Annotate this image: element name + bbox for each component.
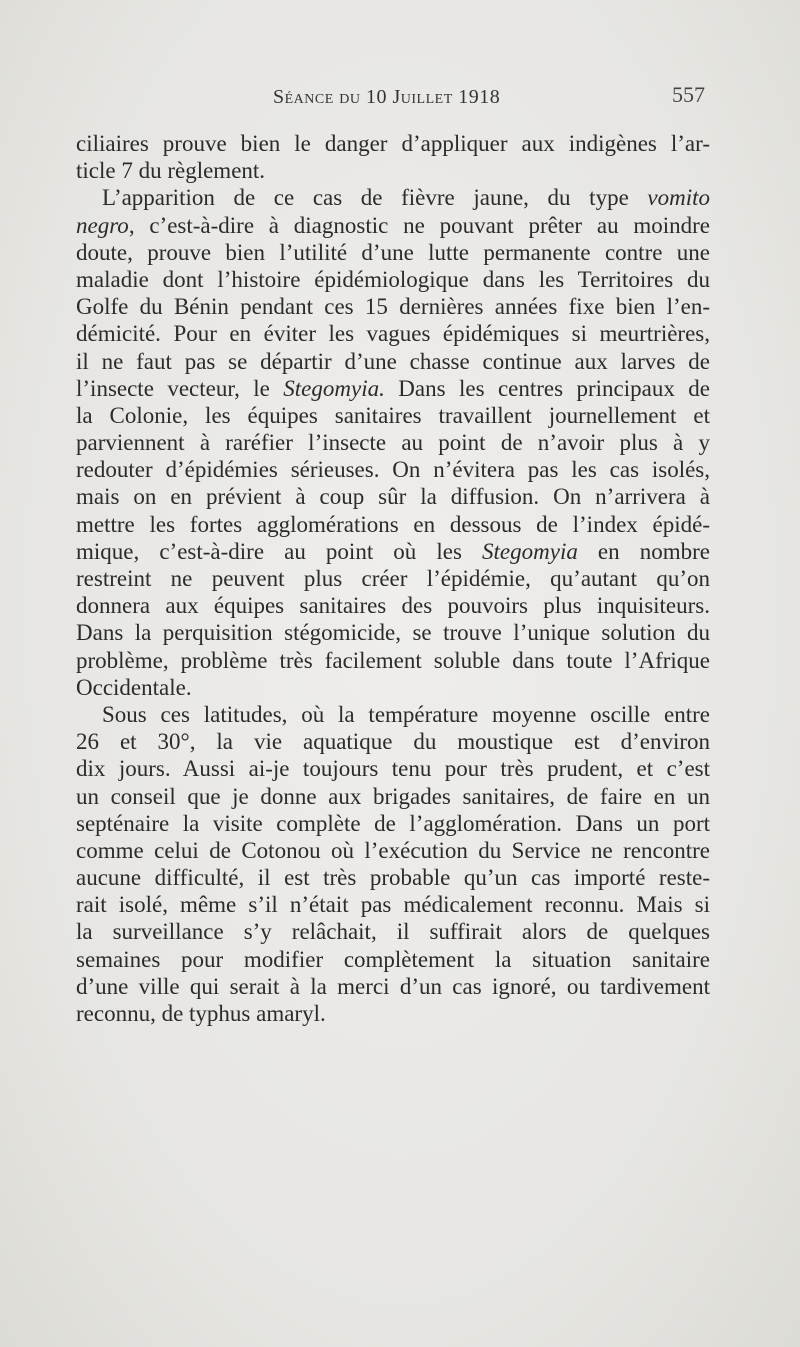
text-segment: doute, prouve bien l’utilité d’une lutte permanente contre une: [76, 239, 710, 265]
text-segment: Stegomyia: [482, 538, 578, 564]
text-segment: restreint ne peuvent plus créer l’épidémie, qu’autant qu’on: [76, 566, 710, 591]
text-segment: dix jours. Aussi ai-je toujours tenu pour très prudent, et c’est: [76, 756, 710, 782]
text-line: [76, 348, 710, 375]
text-line: [76, 674, 710, 701]
running-title: Séance du 10 Juillet 1918: [273, 86, 501, 108]
text-line: [76, 891, 710, 918]
text-segment: , c’est-à-dire à diagnostic ne pouvant prêter au moindre: [128, 212, 710, 238]
body-text: [76, 130, 710, 1027]
text-segment: mettre les fortes agglomérations en dessous de l’index épidé-: [76, 511, 710, 537]
text-segment: d’une ville qui serait à la merci d’un cas ignoré, ou tardivement: [76, 973, 710, 999]
text-segment: vomito: [647, 185, 710, 211]
text-line: [76, 130, 710, 157]
text-line: [76, 728, 710, 755]
text-line: [76, 266, 710, 293]
text-line: [76, 973, 710, 1000]
text-line: [76, 212, 710, 239]
text-line: [76, 511, 710, 538]
text-line: [76, 783, 710, 810]
text-segment: l’insecte vecteur, le: [76, 375, 284, 401]
text-line: [76, 592, 710, 619]
text-line: [76, 375, 710, 402]
text-line: [76, 320, 710, 347]
text-line: [76, 538, 710, 565]
text-segment: Sous ces latitudes, où la température moyenne oscille entre: [102, 701, 710, 727]
text-segment: rait isolé, même s’il n’était pas médicalement reconnu. Mais si: [76, 892, 710, 918]
text-line: [76, 483, 710, 510]
text-segment: Dans les centres principaux de: [384, 375, 710, 401]
text-line: [76, 184, 710, 211]
text-segment: reconnu, de typhus amaryl.: [76, 1001, 326, 1026]
text-segment: L’apparition de ce cas de fièvre jaune, du type: [102, 185, 648, 211]
text-segment: Occidentale.: [76, 674, 192, 700]
paragraph: [76, 701, 710, 1027]
text-line: [76, 1000, 710, 1027]
text-segment: ticle 7 du règlement.: [76, 158, 266, 184]
text-segment: septénaire la visite complète de l’agglomération. Dans un port: [76, 810, 710, 836]
paragraph: [76, 184, 710, 701]
page-number: 557: [672, 82, 705, 107]
text-segment: Dans la perquisition stégomicide, se trouve l’unique solution du: [76, 620, 710, 646]
text-segment: démicité. Pour en éviter les vagues épidémiques si meurtrières,: [76, 321, 710, 347]
text-line: [76, 429, 710, 456]
text-segment: ciliaires prouve bien le danger d’appliquer aux indigènes l’ar-: [76, 131, 710, 156]
text-segment: un conseil que je donne aux brigades sanitaires, de faire en un: [76, 783, 710, 809]
text-line: [76, 293, 710, 320]
text-segment: mique, c’est-à-dire au point où les: [76, 538, 483, 564]
text-segment: negro: [76, 212, 129, 238]
text-segment: en nombre: [577, 538, 710, 564]
text-line: [76, 565, 710, 592]
text-segment: la surveillance s’y relâchait, il suffirait alors de quelques: [76, 919, 710, 945]
text-line: [76, 946, 710, 973]
text-segment: redouter d’épidémies sérieuses. On n’évitera pas les cas isolés,: [76, 457, 710, 483]
text-segment: Golfe du Bénin pendant ces 15 dernières années fixe bien l’en-: [76, 294, 710, 320]
text-segment: 26 et 30°, la vie aquatique du moustique est d’environ: [76, 729, 710, 755]
text-segment: mais on en prévient à coup sûr la diffusion. On n’arrivera à: [76, 484, 710, 510]
text-segment: maladie dont l’histoire épidémiologique dans les Territoires du: [76, 266, 710, 292]
text-segment: il ne faut pas se départir d’une chasse continue aux larves de: [76, 348, 710, 374]
page-header: [0, 82, 800, 112]
text-segment: parviennent à raréfier l’insecte au point de n’avoir plus à y: [76, 430, 710, 456]
text-segment: comme celui de Cotonou où l’exécution du Service ne rencontre: [76, 837, 710, 863]
text-segment: la Colonie, les équipes sanitaires travaillent journellement et: [76, 402, 710, 428]
text-segment: problème, problème très facilement soluble dans toute l’Afrique: [76, 647, 710, 673]
text-line: [76, 810, 710, 837]
text-line: [76, 239, 710, 266]
text-line: [76, 456, 710, 483]
text-segment: Stegomyia.: [283, 375, 385, 401]
text-line: [76, 837, 710, 864]
text-segment: aucune difficulté, il est très probable qu’un cas importé reste-: [76, 865, 710, 891]
text-segment: semaines pour modifier complètement la situation sanitaire: [76, 946, 710, 972]
text-line: [76, 402, 710, 429]
text-line: [76, 864, 710, 891]
text-line: [76, 157, 710, 184]
text-line: [76, 619, 710, 646]
paragraph: [76, 130, 710, 184]
text-line: [76, 755, 710, 782]
text-line: [76, 918, 710, 945]
text-line: [76, 701, 710, 728]
text-segment: donnera aux équipes sanitaires des pouvoirs plus inquisiteurs.: [76, 593, 710, 619]
text-line: [76, 647, 710, 674]
